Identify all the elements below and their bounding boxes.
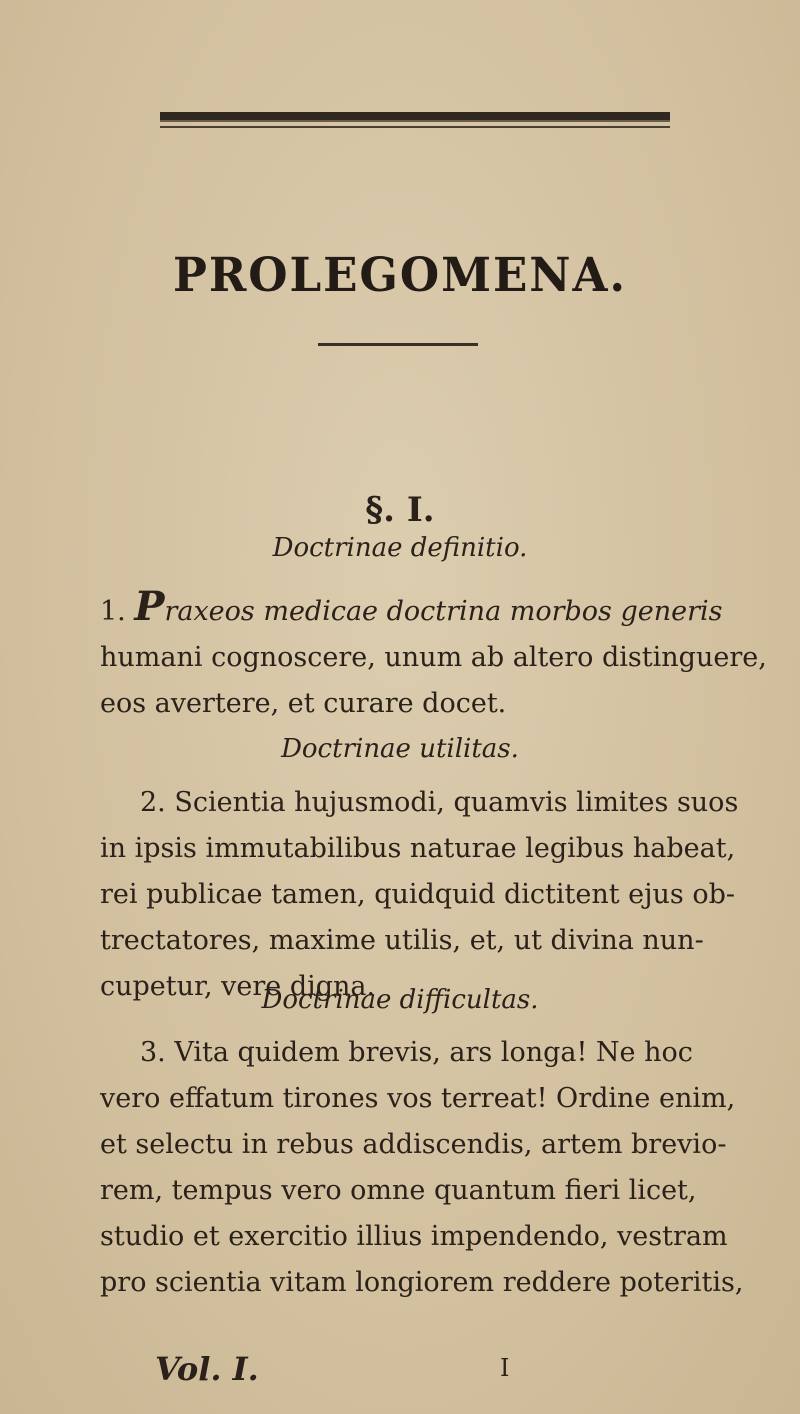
signature-mark: I — [500, 1354, 510, 1382]
paragraph-2-line-1: 2. Scientia hujusmodi, quamvis limites suos — [140, 787, 739, 818]
paragraph-2-line-2: in ipsis immutabilibus naturae legibus habeat, — [100, 833, 736, 864]
paragraph-1 — [100, 583, 767, 727]
section-number: §. I. — [365, 490, 435, 530]
paragraph-number: 1. — [100, 596, 126, 627]
paragraph-3-line-4: rem, tempus vero omne quantum fieri licet, — [100, 1175, 697, 1206]
page-footer — [100, 1350, 720, 1400]
volume-label: Vol. I. — [155, 1350, 259, 1388]
paragraph-1-line-2: humani cognoscere, unum ab altero distinguere, — [100, 642, 767, 673]
initial-letter: P — [134, 583, 165, 630]
paragraph-3-line-1: 3. Vita quidem brevis, ars longa! Ne hoc — [140, 1037, 693, 1068]
paragraph-3-line-6: pro scientia vitam longiorem reddere poteritis, — [100, 1267, 744, 1298]
paragraph-2-line-3: rei publicae tamen, quidquid dictitent ejus ob- — [100, 879, 735, 910]
paragraph-2 — [100, 780, 739, 1010]
paragraph-2-line-5: cupetur, vere digna. — [100, 971, 376, 1002]
paragraph-1-line-1 — [100, 583, 723, 635]
page-title: PROLEGOMENA. — [172, 248, 628, 303]
paragraph-3-line-2: vero effatum tirones vos terreat! Ordine enim, — [100, 1083, 736, 1114]
top-thin-rule — [160, 126, 670, 128]
paragraph-1-line-3: eos avertere, et curare docet. — [100, 688, 507, 719]
heading-difficulty: Doctrinae difficultas. — [261, 985, 539, 1015]
paragraph-1-text: raxeos medicae doctrina morbos generis — [164, 596, 723, 627]
heading-definition: Doctrinae definitio. — [272, 533, 528, 563]
paragraph-3-line-5: studio et exercitio illius impendendo, vestram — [100, 1221, 728, 1252]
paragraph-3-line-3: et selectu in rebus addiscendis, artem brevio- — [100, 1129, 727, 1160]
heading-utility: Doctrinae utilitas. — [281, 734, 519, 764]
paragraph-3 — [100, 1030, 744, 1306]
title-divider-rule — [318, 343, 478, 346]
top-ornamental-rule — [160, 112, 670, 122]
paragraph-2-line-4: trectatores, maxime utilis, et, ut divina nun- — [100, 925, 704, 956]
